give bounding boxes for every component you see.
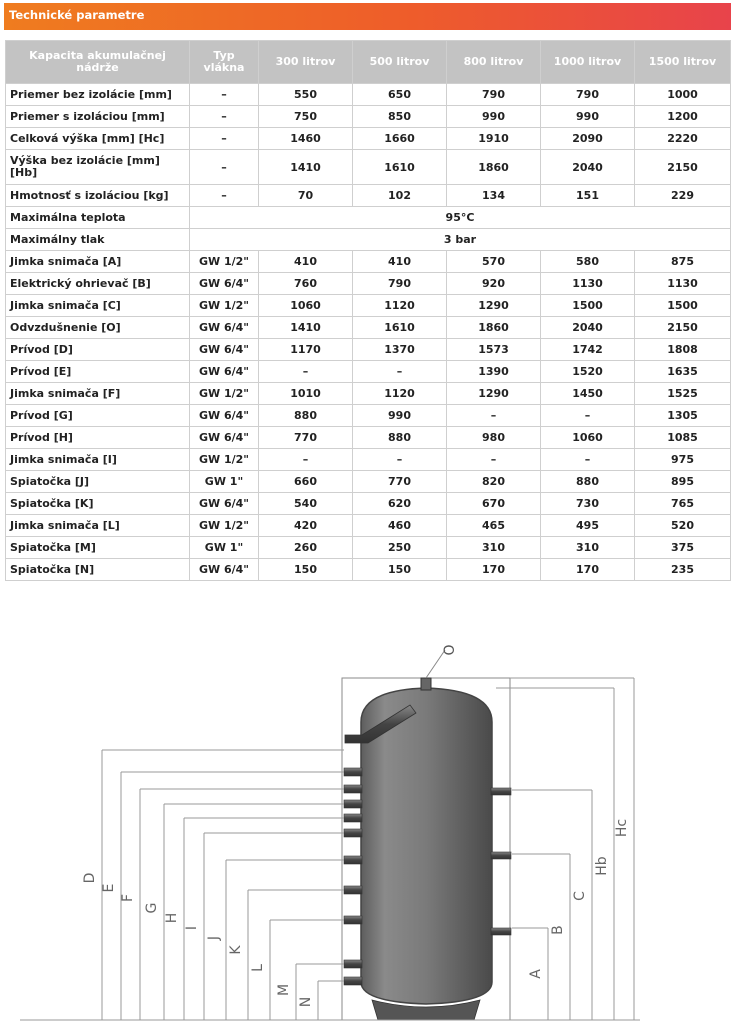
value-cell: 70 — [259, 185, 353, 207]
table-row — [6, 150, 731, 185]
merged-value-cell: 95°C — [190, 207, 731, 229]
label-O: O — [442, 644, 458, 656]
value-cell: 1610 — [353, 317, 447, 339]
value-cell: 151 — [541, 185, 635, 207]
value-cell: 520 — [635, 515, 731, 537]
merged-value-cell: 3 bar — [190, 229, 731, 251]
right-dimension-labels — [528, 819, 630, 979]
value-cell: – — [259, 449, 353, 471]
row-label: Prívod [G] — [6, 405, 190, 427]
value-cell: 410 — [353, 251, 447, 273]
value-cell: 310 — [447, 537, 541, 559]
table-row — [6, 106, 731, 128]
thread-type-cell: GW 1/2" — [190, 449, 259, 471]
value-cell: 760 — [259, 273, 353, 295]
value-cell: 1010 — [259, 383, 353, 405]
table-row — [6, 84, 731, 106]
value-cell: 850 — [353, 106, 447, 128]
row-label: Jimka snimača [I] — [6, 449, 190, 471]
table-row — [6, 295, 731, 317]
table-row — [6, 471, 731, 493]
value-cell: 1860 — [447, 150, 541, 185]
value-cell: 580 — [541, 251, 635, 273]
value-cell: 2150 — [635, 317, 731, 339]
value-cell: 1000 — [635, 84, 731, 106]
label-Hb: Hb — [594, 856, 610, 876]
value-cell: 660 — [259, 471, 353, 493]
table-row — [6, 273, 731, 295]
value-cell: 1290 — [447, 383, 541, 405]
value-cell: 650 — [353, 84, 447, 106]
value-cell: – — [541, 405, 635, 427]
label-L: L — [250, 964, 266, 972]
row-label: Celková výška [mm] [Hc] — [6, 128, 190, 150]
label-Hc: Hc — [614, 818, 630, 838]
value-cell: 1130 — [635, 273, 731, 295]
value-cell: 570 — [447, 251, 541, 273]
value-cell: 790 — [541, 84, 635, 106]
row-label: Odvzdušnenie [O] — [6, 317, 190, 339]
table-header-row — [6, 41, 731, 84]
value-cell: 1635 — [635, 361, 731, 383]
value-cell: – — [353, 449, 447, 471]
tank-diagram — [0, 610, 735, 1024]
value-cell: 790 — [353, 273, 447, 295]
label-A: A — [528, 969, 544, 979]
label-N: N — [298, 996, 314, 1008]
value-cell: 1410 — [259, 150, 353, 185]
row-label: Výška bez izolácie [mm] [Hb] — [6, 150, 190, 185]
row-label: Prívod [H] — [6, 427, 190, 449]
thread-type-cell: GW 6/4" — [190, 361, 259, 383]
value-cell: 1370 — [353, 339, 447, 361]
right-dimension-lines — [20, 678, 640, 1020]
value-cell: 1860 — [447, 317, 541, 339]
value-cell: 1410 — [259, 317, 353, 339]
column-header: 1000 litrov — [541, 41, 635, 84]
table-row — [6, 185, 731, 207]
value-cell: 820 — [447, 471, 541, 493]
value-cell: 1200 — [635, 106, 731, 128]
value-cell: 250 — [353, 537, 447, 559]
label-F: F — [120, 893, 136, 903]
value-cell: 1290 — [447, 295, 541, 317]
value-cell: 1500 — [635, 295, 731, 317]
value-cell: 730 — [541, 493, 635, 515]
value-cell: 1060 — [259, 295, 353, 317]
value-cell: – — [259, 361, 353, 383]
value-cell: 2040 — [541, 150, 635, 185]
thread-type-cell: – — [190, 185, 259, 207]
table-row — [6, 383, 731, 405]
value-cell: 375 — [635, 537, 731, 559]
label-K: K — [228, 945, 244, 955]
section-title: Technické parametre — [9, 8, 145, 22]
value-cell: 1305 — [635, 405, 731, 427]
label-D: D — [82, 872, 98, 884]
thread-type-cell: GW 1/2" — [190, 383, 259, 405]
thread-type-cell: GW 6/4" — [190, 339, 259, 361]
label-G: G — [144, 902, 160, 914]
value-cell: 670 — [447, 493, 541, 515]
value-cell: 1660 — [353, 128, 447, 150]
value-cell: 1525 — [635, 383, 731, 405]
table-row — [6, 493, 731, 515]
table-row — [6, 207, 731, 229]
value-cell: 1130 — [541, 273, 635, 295]
left-connections — [344, 768, 362, 985]
row-label: Jimka snimača [F] — [6, 383, 190, 405]
value-cell: 1500 — [541, 295, 635, 317]
label-I: I — [184, 925, 200, 931]
row-label: Priemer bez izolácie [mm] — [6, 84, 190, 106]
value-cell: 620 — [353, 493, 447, 515]
value-cell: 102 — [353, 185, 447, 207]
table-row — [6, 339, 731, 361]
row-label: Spiatočka [K] — [6, 493, 190, 515]
column-header: Kapacita akumulačnej nádrže — [6, 41, 190, 84]
value-cell: 410 — [259, 251, 353, 273]
value-cell: 170 — [541, 559, 635, 581]
thread-type-cell: GW 6/4" — [190, 317, 259, 339]
value-cell: – — [447, 449, 541, 471]
row-label: Maximálny tlak — [6, 229, 190, 251]
value-cell: 2090 — [541, 128, 635, 150]
row-label: Spiatočka [N] — [6, 559, 190, 581]
table-row — [6, 449, 731, 471]
thread-type-cell: GW 1" — [190, 471, 259, 493]
value-cell: 875 — [635, 251, 731, 273]
value-cell: 1910 — [447, 128, 541, 150]
value-cell: 1520 — [541, 361, 635, 383]
table-row — [6, 229, 731, 251]
thread-type-cell: – — [190, 150, 259, 185]
thread-type-cell: – — [190, 106, 259, 128]
value-cell: 880 — [259, 405, 353, 427]
column-header: 500 litrov — [353, 41, 447, 84]
column-header: Typ vlákna — [190, 41, 259, 84]
value-cell: 920 — [447, 273, 541, 295]
right-connections — [491, 788, 511, 935]
parameters-table — [5, 40, 731, 581]
value-cell: 229 — [635, 185, 731, 207]
thread-type-cell: GW 6/4" — [190, 405, 259, 427]
value-cell: 495 — [541, 515, 635, 537]
value-cell: 1170 — [259, 339, 353, 361]
row-label: Spiatočka [M] — [6, 537, 190, 559]
thread-type-cell: GW 1/2" — [190, 251, 259, 273]
column-header: 1500 litrov — [635, 41, 731, 84]
row-label: Prívod [D] — [6, 339, 190, 361]
table-row — [6, 515, 731, 537]
left-dimension-lines — [102, 750, 344, 1020]
value-cell: 1742 — [541, 339, 635, 361]
value-cell: 1120 — [353, 383, 447, 405]
value-cell: – — [541, 449, 635, 471]
left-dimension-labels — [82, 873, 314, 1008]
value-cell: 990 — [353, 405, 447, 427]
value-cell: 310 — [541, 537, 635, 559]
label-H: H — [164, 912, 180, 924]
value-cell: 880 — [353, 427, 447, 449]
value-cell: 2220 — [635, 128, 731, 150]
value-cell: 770 — [259, 427, 353, 449]
row-label: Elektrický ohrievač [B] — [6, 273, 190, 295]
thread-type-cell: GW 6/4" — [190, 559, 259, 581]
value-cell: 1390 — [447, 361, 541, 383]
thread-type-cell: – — [190, 84, 259, 106]
row-label: Priemer s izoláciou [mm] — [6, 106, 190, 128]
value-cell: 980 — [447, 427, 541, 449]
value-cell: 1085 — [635, 427, 731, 449]
value-cell: 420 — [259, 515, 353, 537]
value-cell: 540 — [259, 493, 353, 515]
row-label: Jimka snimača [A] — [6, 251, 190, 273]
value-cell: 1060 — [541, 427, 635, 449]
thread-type-cell: GW 6/4" — [190, 493, 259, 515]
value-cell: 895 — [635, 471, 731, 493]
value-cell: 2150 — [635, 150, 731, 185]
value-cell: – — [353, 361, 447, 383]
label-M: M — [276, 983, 292, 997]
table-row — [6, 537, 731, 559]
value-cell: 235 — [635, 559, 731, 581]
value-cell: 1460 — [259, 128, 353, 150]
value-cell: 1610 — [353, 150, 447, 185]
value-cell: 1808 — [635, 339, 731, 361]
value-cell: 134 — [447, 185, 541, 207]
value-cell: 1120 — [353, 295, 447, 317]
label-B: B — [550, 925, 566, 935]
label-C: C — [572, 891, 588, 901]
row-label: Spiatočka [J] — [6, 471, 190, 493]
row-label: Hmotnosť s izoláciou [kg] — [6, 185, 190, 207]
label-J: J — [206, 935, 222, 941]
section-banner — [4, 3, 731, 30]
table-row — [6, 251, 731, 273]
value-cell: 460 — [353, 515, 447, 537]
label-E: E — [101, 883, 117, 893]
column-header: 800 litrov — [447, 41, 541, 84]
table-row — [6, 405, 731, 427]
table-row — [6, 128, 731, 150]
thread-type-cell: GW 1/2" — [190, 515, 259, 537]
thread-type-cell: GW 6/4" — [190, 273, 259, 295]
value-cell: 770 — [353, 471, 447, 493]
value-cell: 170 — [447, 559, 541, 581]
table-row — [6, 317, 731, 339]
thread-type-cell: – — [190, 128, 259, 150]
row-label: Jimka snimača [C] — [6, 295, 190, 317]
value-cell: 1573 — [447, 339, 541, 361]
value-cell: 550 — [259, 84, 353, 106]
value-cell: 150 — [259, 559, 353, 581]
table-row — [6, 427, 731, 449]
row-label: Jimka snimača [L] — [6, 515, 190, 537]
value-cell: 790 — [447, 84, 541, 106]
column-header: 300 litrov — [259, 41, 353, 84]
value-cell: 750 — [259, 106, 353, 128]
value-cell: 1450 — [541, 383, 635, 405]
value-cell: 150 — [353, 559, 447, 581]
row-label: Maximálna teplota — [6, 207, 190, 229]
value-cell: 990 — [541, 106, 635, 128]
value-cell: 765 — [635, 493, 731, 515]
vent-pipe — [421, 678, 431, 690]
value-cell: – — [447, 405, 541, 427]
value-cell: 880 — [541, 471, 635, 493]
thread-type-cell: GW 1/2" — [190, 295, 259, 317]
table-row — [6, 559, 731, 581]
value-cell: 975 — [635, 449, 731, 471]
table-row — [6, 361, 731, 383]
value-cell: 990 — [447, 106, 541, 128]
value-cell: 465 — [447, 515, 541, 537]
value-cell: 260 — [259, 537, 353, 559]
thread-type-cell: GW 6/4" — [190, 427, 259, 449]
row-label: Prívod [E] — [6, 361, 190, 383]
value-cell: 2040 — [541, 317, 635, 339]
thread-type-cell: GW 1" — [190, 537, 259, 559]
